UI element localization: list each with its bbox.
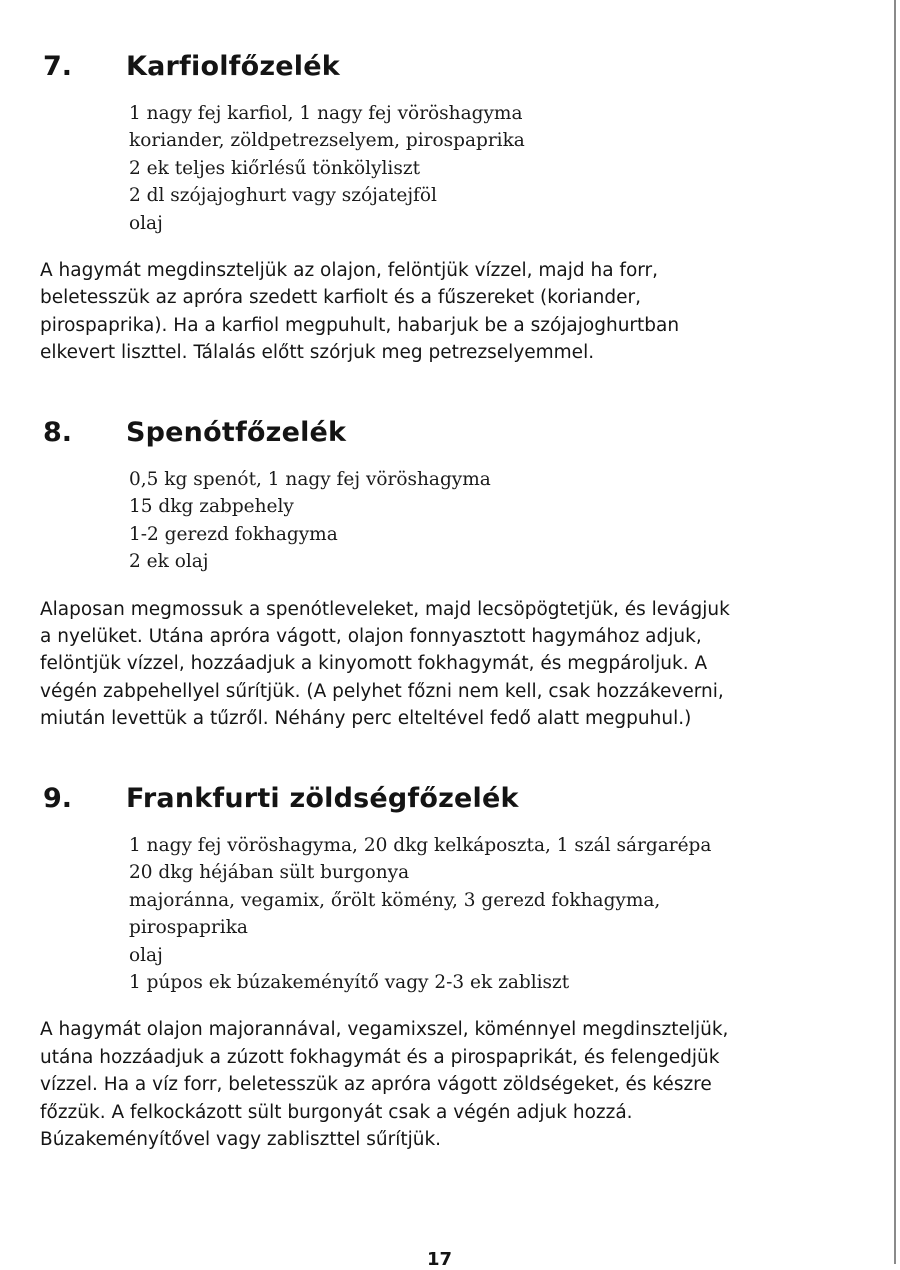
recipe-7 (0, 46, 900, 367)
method-paragraph (0, 257, 835, 367)
method-line: Alaposan megmossuk a spenótleveleket, majd lecsöpögtetjük, és levágjuk (40, 598, 730, 620)
ingredient-list (0, 100, 900, 237)
ingredient-line: 2 ek teljes kiőrlésű tönkölyliszt (129, 157, 421, 179)
method-line: A hagymát megdinszteljük az olajon, felöntjük vízzel, majd ha forr, (40, 260, 659, 282)
ingredient-list (0, 466, 900, 576)
recipe-title: Frankfurti zöldségfőzelék (126, 783, 519, 814)
method-paragraph (0, 1016, 835, 1153)
method-line: pirospaprika). Ha a karfiol megpuhult, habarjuk be a szójajoghurtban (40, 314, 680, 336)
ingredient-list (0, 832, 900, 996)
recipe-8 (0, 412, 900, 733)
method-paragraph (0, 596, 835, 733)
ingredient-line: 1 nagy fej karfiol, 1 nagy fej vöröshagyma (129, 103, 523, 124)
recipe-title: Spenótfőzelék (126, 417, 347, 448)
method-line: főzzük. A felkockázott sült burgonyát csak a végén adjuk hozzá. (40, 1101, 633, 1123)
ingredient-line: 0,5 kg spenót, 1 nagy fej vöröshagyma (129, 469, 491, 490)
method-line: felöntjük vízzel, hozzáadjuk a kinyomott fokhagymát, és megpároljuk. A (40, 653, 708, 675)
recipe-number: 9. (43, 783, 73, 814)
ingredient-line: 2 dl szójajoghurt vagy szójatejföl (129, 185, 437, 207)
recipe-title: Karfiolfőzelék (126, 51, 340, 82)
method-line: beletesszük az apróra szedett karfiolt és a fűszereket (koriander, (40, 287, 642, 309)
ingredient-line: 15 dkg zabpehely (129, 496, 294, 518)
method-line: miután levettük a tűzről. Néhány perc elteltével fedő alatt megpuhul.) (40, 708, 692, 730)
ingredient-line: pirospaprika (129, 917, 248, 939)
method-line: A hagymát olajon majorannával, vegamixszel, köménnyel megdinszteljük, (40, 1019, 729, 1041)
method-line: a nyelüket. Utána apróra vágott, olajon fonnyasztott hagymához adjuk, (40, 626, 702, 648)
ingredient-line: 1-2 gerezd fokhagyma (129, 523, 338, 545)
recipe-heading (0, 778, 900, 820)
ingredient-line: olaj (129, 944, 163, 966)
recipe-number: 7. (43, 51, 73, 82)
ingredient-line: olaj (129, 212, 163, 234)
ingredient-line: 1 púpos ek búzakeményítő vagy 2-3 ek zabliszt (129, 972, 570, 994)
recipe-heading (0, 412, 900, 454)
recipe-number: 8. (43, 417, 73, 448)
method-line: végén zabpehellyel sűrítjük. (A pelyhet főzni nem kell, csak hozzákeverni, (40, 680, 724, 702)
method-line: vízzel. Ha a víz forr, beletesszük az apróra vágott zöldségeket, és készre (40, 1074, 712, 1096)
ingredient-line: 2 ek olaj (129, 551, 209, 573)
recipe-heading (0, 46, 900, 88)
ingredient-line: 20 dkg héjában sült burgonya (129, 862, 410, 884)
page-number: 17 (427, 1249, 453, 1270)
method-line: elkevert liszttel. Tálalás előtt szórjuk meg petrezselyemmel. (40, 342, 595, 364)
ingredient-line: koriander, zöldpetrezselyem, pirospaprika (129, 130, 525, 152)
method-line: utána hozzáadjuk a zúzott fokhagymát és a pirospaprikát, és felengedjük (40, 1046, 720, 1068)
ingredient-line: majoránna, vegamix, őrölt kömény, 3 gerezd fokhagyma, (129, 889, 661, 911)
ingredient-line: 1 nagy fej vöröshagyma, 20 dkg kelkáposzta, 1 szál sárgarépa (129, 835, 712, 856)
method-line: Búzakeményítővel vagy zabliszttel sűrítjük. (40, 1129, 442, 1151)
recipe-9 (0, 778, 900, 1153)
